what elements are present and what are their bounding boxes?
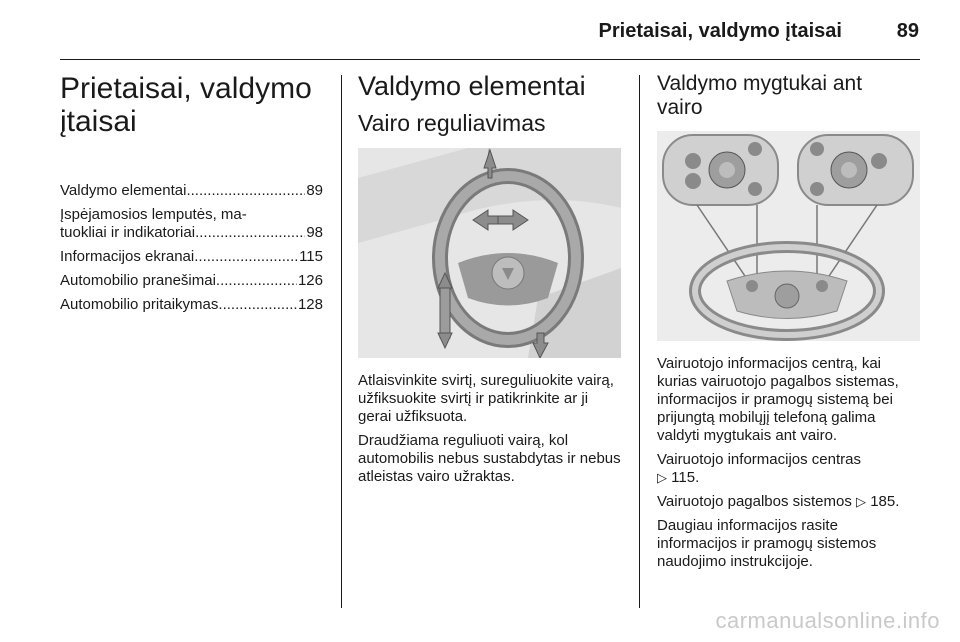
watermark: carmanualsonline.info <box>715 608 940 633</box>
toc-entry-line2 <box>60 224 323 242</box>
steering-adjust-illustration <box>358 148 621 358</box>
running-header-title: Prietaisai, valdymo įtaisai <box>598 20 842 42</box>
toc-entry[interactable] <box>60 248 323 266</box>
controls-column <box>358 72 623 492</box>
buttons-description: Vairuotojo informacijos centrą, kai kurias vairuotojo pagalbos sistemas, informacijos ir pramogų sistemą bei prijungtą mobilųjį telefoną galima valdyti mygtukais ant vairo. <box>657 355 899 445</box>
das-reference-page[interactable]: 185. <box>870 493 900 511</box>
column-divider-2 <box>639 75 640 608</box>
toc-entry-page: 89 <box>306 182 323 199</box>
toc-leader-dots <box>216 272 297 290</box>
toc-entry-label: Automobilio pritaikymas <box>60 296 219 313</box>
toc-entry[interactable] <box>60 272 323 290</box>
subsection-heading: Vairo reguliavimas <box>358 110 546 137</box>
chapter-column <box>60 72 323 320</box>
steering-buttons-drawing <box>657 131 920 341</box>
toc-entry[interactable] <box>60 296 323 314</box>
toc-leader-dots <box>194 248 298 266</box>
dic-reference-text: Vairuotojo informacijos centras <box>657 451 861 469</box>
toc-entry-label-cont: tuokliai ir indikatoriai <box>60 224 196 241</box>
infotainment-note: Daugiau informacijos rasite informacijos ir pramogų sistemos naudojimo instrukcijoje. <box>657 517 877 571</box>
steering-buttons-illustration <box>657 131 920 341</box>
dic-reference <box>657 451 920 487</box>
toc-entry[interactable] <box>60 206 323 242</box>
toc-entry-page: 126 <box>297 272 323 289</box>
section-heading-line1: Valdymo mygtukai ant <box>657 72 863 95</box>
adjust-instructions: Atlaisvinkite svirtį, sureguliuokite vairą, užfiksuokite svirtį ir patikrinkite ar ji gerai užfiksuota. <box>358 371 614 425</box>
toc-entry-label: Valdymo elementai <box>60 182 187 199</box>
toc-entry[interactable] <box>60 182 323 200</box>
section-heading-buttons <box>657 72 920 119</box>
toc-entry-page: 98 <box>306 224 323 241</box>
dic-reference-page[interactable]: 115. <box>671 469 700 487</box>
buttons-column <box>657 72 920 577</box>
toc-leader-dots <box>195 224 305 242</box>
toc-leader-dots <box>218 296 297 314</box>
toc-entry-label: Įspėjamosios lemputės, ma- <box>60 206 247 223</box>
chapter-title-line1: Prietaisai, valdymo <box>60 72 312 105</box>
chapter-toc <box>60 182 323 314</box>
chapter-title-line2: įtaisai <box>60 105 137 138</box>
header-rule <box>60 59 920 60</box>
page-reference-icon: ▷ <box>856 494 867 510</box>
toc-entry-page: 128 <box>297 296 323 313</box>
page-number: 89 <box>896 20 919 42</box>
toc-leader-dots <box>186 182 305 200</box>
toc-entry-label: Informacijos ekranai <box>60 248 195 265</box>
steering-wheel-drawing <box>358 148 621 358</box>
chapter-title <box>60 72 323 138</box>
toc-entry-page: 115 <box>299 248 323 265</box>
das-reference-text: Vairuotojo pagalbos sistemos <box>657 493 852 511</box>
adjust-warning: Draudžiama reguliuoti vairą, kol automobilis nebus sustabdytas ir nebus atleistas vairo užraktas. <box>358 431 621 485</box>
column-divider-1 <box>341 75 342 608</box>
das-reference <box>657 493 920 511</box>
page-reference-icon: ▷ <box>657 470 667 486</box>
section-heading-line2: vairo <box>657 95 703 119</box>
toc-entry-label: Automobilio pranešimai <box>60 272 216 289</box>
section-heading: Valdymo elementai <box>358 71 586 101</box>
